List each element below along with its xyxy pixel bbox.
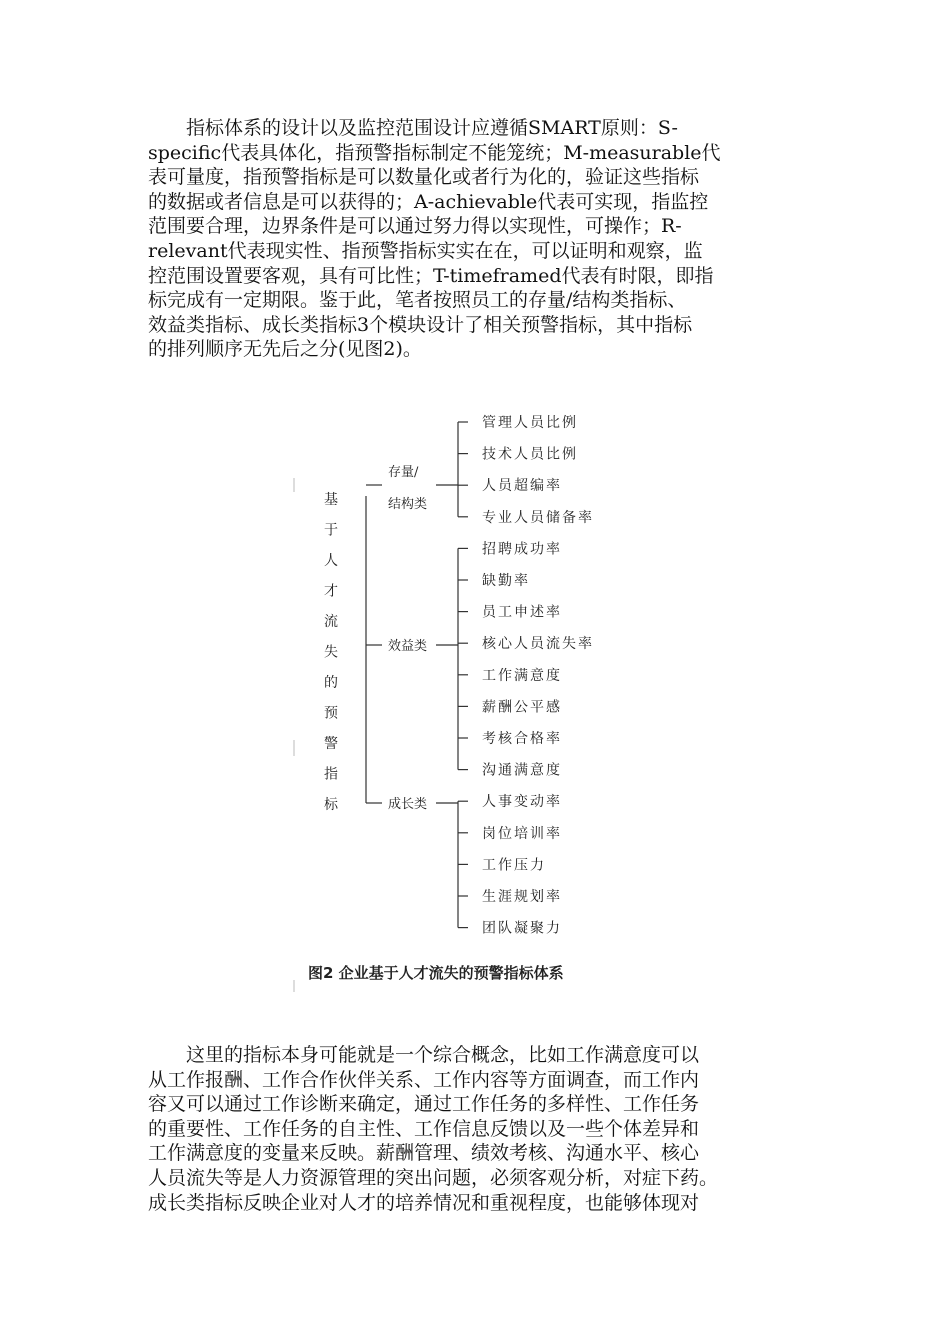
category-label: 成长类 (388, 797, 428, 812)
category-label: 存量/ (388, 465, 419, 480)
text-line: 容又可以通过工作诊断来确定，通过工作任务的多样性、工作任务 (148, 1093, 700, 1116)
category-label: 效益类 (388, 639, 428, 654)
indicator-item: 薪酬公平感 (482, 699, 562, 716)
text-line: 表可量度，指预警指标是可以数量化或者行为化的，验证这些指标 (148, 166, 700, 189)
root-title-char: 警 (324, 736, 338, 752)
root-title-char: 人 (324, 553, 338, 569)
indicator-item: 团队凝聚力 (482, 920, 562, 937)
text-line: 人员流失等是人力资源管理的突出问题，必须客观分析，对症下药。 (148, 1166, 719, 1189)
text-line: 的排列顺序无先后之分(见图2)。 (148, 338, 422, 361)
text-line: 指标体系的设计以及监控范围设计应遵循SMART原则：S- (148, 117, 678, 139)
indicator-item: 员工申述率 (482, 604, 562, 621)
text-line: 工作满意度的变量来反映。薪酬管理、绩效考核、沟通水平、核心 (148, 1142, 700, 1165)
indicator-item: 缺勤率 (482, 573, 530, 589)
root-title-char: 失 (324, 644, 338, 661)
indicator-item: 岗位培训率 (482, 825, 562, 842)
root-title-char: 流 (324, 614, 338, 630)
category-label: 结构类 (388, 497, 428, 512)
text-line: 这里的指标本身可能就是一个综合概念，比如工作满意度可以 (148, 1044, 700, 1066)
text-line: 从工作报酬、工作合作伙伴关系、工作内容等方面调查，而工作内 (148, 1068, 700, 1091)
root-title-char: 的 (324, 675, 338, 691)
text-line: relevant代表现实性、指预警指标实实在在，可以证明和观察，监 (148, 239, 703, 262)
indicator-item: 考核合格率 (482, 731, 562, 747)
indicator-item: 沟通满意度 (482, 762, 562, 779)
indicator-item: 专业人员储备率 (482, 509, 594, 526)
root-title-char: 标 (324, 797, 338, 813)
indicator-item: 人事变动率 (482, 794, 562, 811)
indicator-item: 核心人员流失率 (482, 636, 594, 653)
text-line: 标完成有一定期限。鉴于此，笔者按照员工的存量/结构类指标、 (148, 289, 687, 312)
text-line: specific代表具体化，指预警指标制定不能笼统；M-measurable代 (148, 141, 721, 164)
indicator-item: 工作满意度 (482, 667, 562, 684)
indicator-item: 技术人员比例 (482, 446, 578, 463)
paragraph-1 (148, 116, 808, 362)
text-line: 效益类指标、成长类指标3个模块设计了相关预警指标，其中指标 (148, 313, 693, 336)
root-title-char: 基 (324, 492, 338, 508)
indicator-tree-diagram (288, 400, 668, 1000)
text-line: 的数据或者信息是可以获得的；A-achievable代表可实现，指监控 (148, 190, 709, 213)
figure-caption: 图2 企业基于人才流失的预警指标体系 (308, 964, 564, 982)
indicator-item: 人员超编率 (482, 478, 562, 495)
root-title-char: 于 (324, 522, 338, 539)
paragraph-2 (148, 1043, 808, 1215)
indicator-item: 工作压力 (482, 857, 546, 874)
text-line: 成长类指标反映企业对人才的培养情况和重视程度，也能够体现对 (148, 1191, 700, 1214)
root-title-char: 预 (324, 705, 338, 722)
indicator-tree-figure (288, 400, 668, 1000)
text-line: 控范围设置要客观，具有可比性；T-timeframed代表有时限，即指 (148, 264, 714, 287)
indicator-item: 管理人员比例 (482, 415, 578, 431)
root-title-char: 指 (324, 766, 338, 783)
root-title-char: 才 (324, 583, 338, 600)
indicator-item: 生涯规划率 (482, 889, 562, 905)
text-line: 的重要性、工作任务的自主性、工作信息反馈以及一些个体差异和 (148, 1117, 700, 1140)
text-line: 范围要合理，边界条件是可以通过努力得以实现性，可操作；R- (148, 215, 682, 238)
indicator-item: 招聘成功率 (482, 541, 562, 558)
